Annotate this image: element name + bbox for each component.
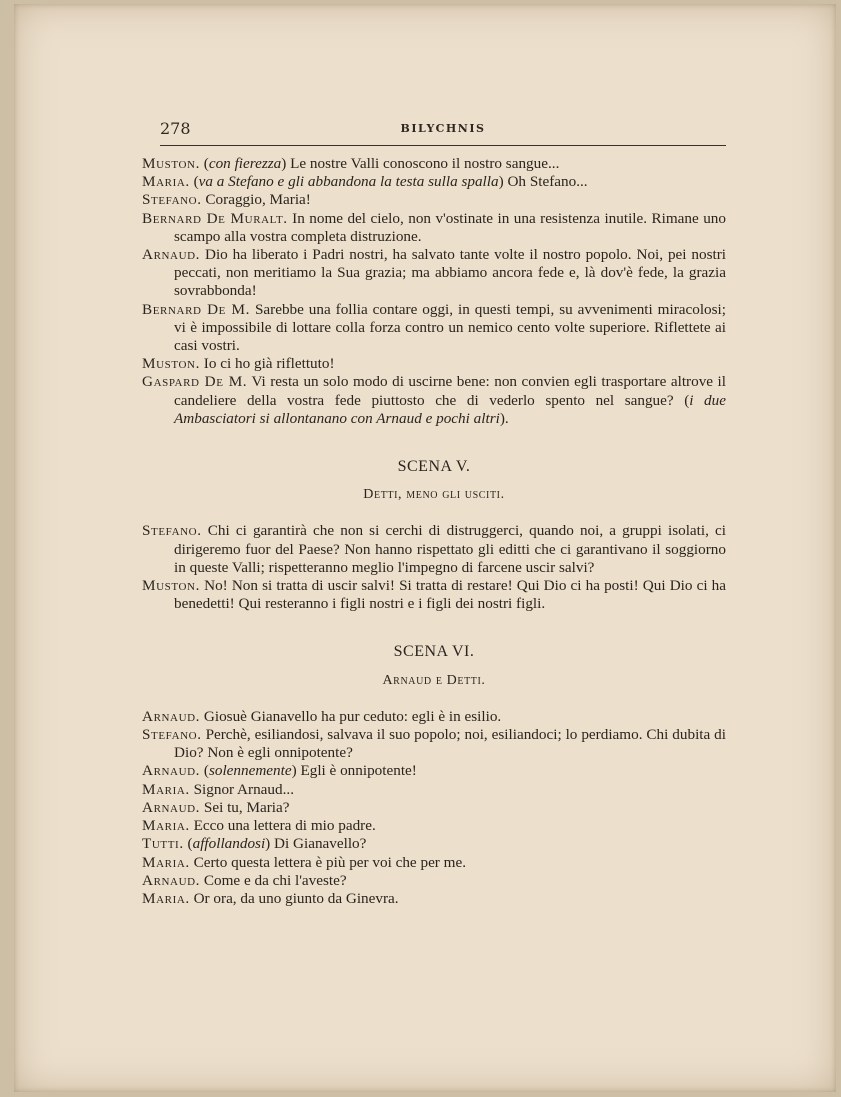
stage-direction: solennemente [208, 762, 292, 780]
speaker-name: Muston. [142, 155, 200, 172]
stage-direction: va a Stefano e gli abbandona la testa sulla spalla [198, 173, 499, 191]
scene-6-subtitle: Arnaud e Detti. [382, 672, 486, 688]
dialogue-line [142, 817, 726, 835]
dialogue-line [142, 191, 726, 209]
dialogue-line [142, 210, 726, 246]
stage-direction: i due Ambasciatori si allontanano con Arnaud e pochi altri [174, 391, 726, 427]
dialogue-line [142, 890, 726, 908]
speech-text: Dio ha liberato i Padri nostri, ha salvato tante volte il nostro popolo. Noi, pei nostri peccati, non meritiamo la Sua grazia; ma abbiamo ancora fede e, là dov'è fede, la grazia sovrabbonda! [174, 246, 727, 300]
dialogue-line [142, 355, 726, 373]
play-text [142, 155, 726, 908]
speech-text: In nome del cielo, non v'ostinate in una resistenza inutile. Rimane uno scampo alla vostra completa distruzione. [174, 209, 726, 245]
speech-text: ) Egli è onnipotente! [291, 762, 417, 780]
speech-text: Signor Arnaud... [193, 780, 294, 798]
stage-direction: con fierezza [208, 155, 282, 172]
speech-text: Sei tu, Maria? [203, 798, 290, 816]
speaker-name: Maria. [142, 853, 190, 871]
page-header [160, 119, 726, 146]
speaker-name: Stefano. [142, 191, 202, 209]
speaker-name: Muston. [142, 355, 200, 373]
speech-text: ) Le nostre Valli conoscono il nostro sangue... [281, 155, 560, 172]
speech-text: Come e da chi l'aveste? [203, 871, 347, 889]
speech-text: Giosuè Gianavello ha pur ceduto: egli è in esilio. [203, 707, 502, 725]
speech-text: Vi resta un solo modo di uscirne bene: non convien egli trasportare altrove il candeliere della vostra fede piuttosto che di vederlo spento nel sangue? ( [174, 373, 726, 409]
speaker-name: Arnaud. [142, 762, 201, 780]
speech-text: ) Oh Stefano... [498, 173, 588, 191]
speech-text: Io ci ho già riflettuto! [203, 355, 335, 373]
speech-text: Ecco una lettera di mio padre. [193, 817, 376, 835]
dialogue-line [142, 708, 726, 726]
dialogue-line [142, 155, 726, 173]
speaker-name: Tutti. [142, 835, 184, 853]
scene-6-title: SCENA VI. [393, 643, 475, 661]
speaker-name: Stefano. [142, 522, 202, 540]
dialogue-line [142, 522, 726, 577]
dialogue-line [142, 762, 726, 780]
speech-text: ( [203, 155, 209, 172]
dialogue-block-scene-6 [142, 708, 726, 908]
speech-text: Perchè, esiliandosi, salvava il suo popolo; noi, esiliandoci; lo perdiamo. Chi dubita di Dio? Non è egli onnipotente? [174, 726, 727, 762]
speaker-name: Maria. [142, 780, 190, 798]
speaker-name: Maria. [142, 817, 190, 835]
speech-text: Chi ci garantirà che non si cerchi di distruggerci, quando noi, a gruppi isolati, ci dirigeremo fuor del Paese? Non hanno rispettato gli editti che ci garantivano il soggiorno in queste Valli; rispetteranno meglio l'impegno di farcene uscir salvi? [174, 522, 726, 576]
dialogue-line [142, 835, 726, 853]
speech-text: Certo questa lettera è più per voi che per me. [193, 853, 467, 871]
speech-text: No! Non si tratta di uscir salvi! Si tratta di restare! Qui Dio ci ha posti! Qui Dio ci ha benedetti! Qui resteranno i figli nostri e i figli dei nostri figli. [174, 577, 726, 613]
speaker-name: Muston. [142, 577, 200, 595]
speech-text: ( [187, 835, 193, 853]
dialogue-line [142, 246, 726, 301]
speech-text: ). [499, 409, 509, 427]
speech-text: Sarebbe una follia contare oggi, in questi tempi, su avvenimenti miracolosi; vi è impossibile di lottare colla forza contro un nemico cento volte superiore. Riflettete ai casi vostri. [174, 300, 727, 355]
dialogue-block-scene-5 [142, 522, 726, 613]
dialogue-line [142, 173, 726, 191]
speaker-name: Bernard De M. [142, 300, 251, 318]
dialogue-line [142, 781, 726, 799]
speaker-name: Arnaud. [142, 871, 201, 889]
speech-text: Coraggio, Maria! [205, 191, 311, 209]
speech-text: ( [203, 762, 209, 780]
scene-5-subtitle: Detti, meno gli usciti. [363, 487, 505, 503]
dialogue-line [142, 799, 726, 817]
scene-5-title: SCENA V. [397, 458, 471, 476]
stage-direction: affollandosi [192, 835, 266, 853]
speech-text: ) Di Gianavello? [265, 835, 367, 853]
dialogue-line [142, 726, 726, 762]
dialogue-line [142, 373, 726, 428]
speaker-name: Maria. [142, 173, 190, 191]
speaker-name: Maria. [142, 889, 190, 907]
speaker-name: Arnaud. [142, 246, 201, 264]
speaker-name: Stefano. [142, 726, 202, 744]
dialogue-line [142, 854, 726, 872]
speaker-name: Bernard De Muralt. [142, 209, 288, 227]
page-number: 278 [160, 119, 191, 138]
speaker-name: Arnaud. [142, 798, 201, 816]
dialogue-block-1 [142, 155, 726, 428]
speech-text: ( [193, 173, 199, 191]
speech-text: Or ora, da uno giunto da Ginevra. [193, 889, 399, 907]
dialogue-line [142, 872, 726, 890]
running-title: BILYCHNIS [400, 122, 486, 135]
speaker-name: Gaspard De M. [142, 373, 248, 391]
speaker-name: Arnaud. [142, 707, 201, 725]
dialogue-line [142, 577, 726, 613]
dialogue-line [142, 301, 726, 356]
